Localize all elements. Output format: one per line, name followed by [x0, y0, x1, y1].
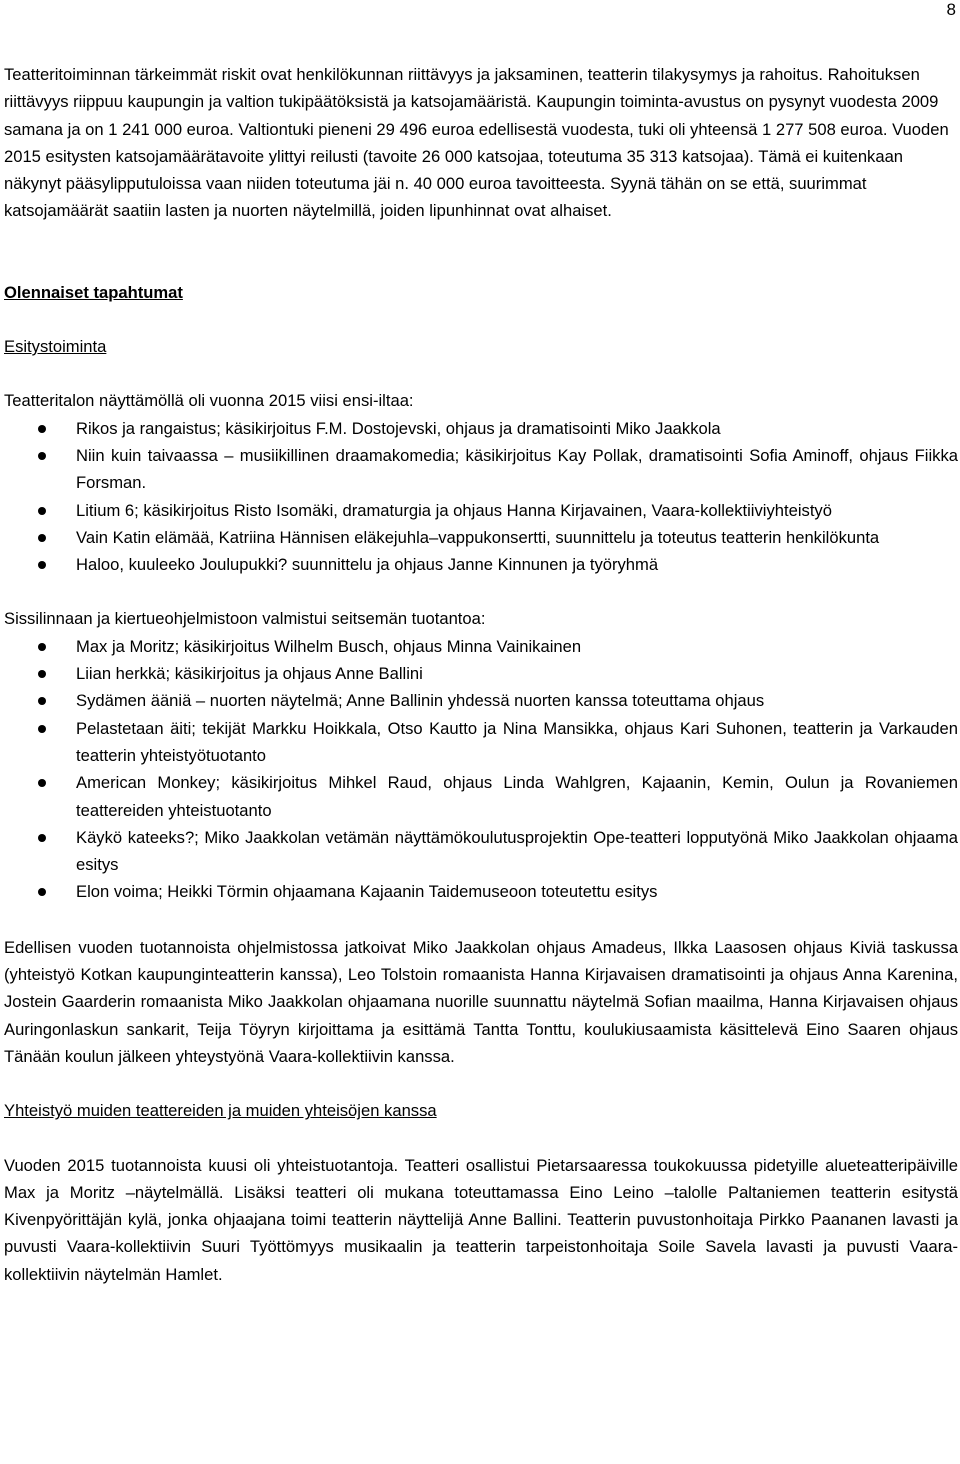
bullet-icon [38, 670, 46, 678]
bullet-icon [38, 643, 46, 651]
list-item: Max ja Moritz; käsikirjoitus Wilhelm Busch, ohjaus Minna Vainikainen [4, 633, 958, 660]
page-number: 8 [946, 0, 956, 19]
bullet-icon [38, 888, 46, 896]
list-item: Sydämen ääniä – nuorten näytelmä; Anne Ballinin yhdessä nuorten kanssa toteuttama ohjaus [4, 687, 958, 714]
list-item: American Monkey; käsikirjoitus Mihkel Raud, ohjaus Linda Wahlgren, Kajaanin, Kemin, Oulun ja Rovaniemen teattereiden yhteistuotanto [4, 769, 958, 824]
list-item: Käykö kateeks?; Miko Jaakkolan vetämän näyttämökoulutusprojektin Ope-teatteri lopputyönä Miko Jaakkolan ohjaama esitys [4, 824, 958, 879]
premieres-list [4, 415, 958, 579]
intro-paragraph: Teatteritoiminnan tärkeimmät riskit ovat henkilökunnan riittävyys ja jaksaminen, teatterin tilakysymys ja rahoitus. Rahoituksen riittävyys riippuu kaupungin ja valtion tukipäätöksistä ja katsojamääristä. Kaupungin toiminta-avustus on pysynyt vuodesta 2009 samana ja on 1 241 000 euroa. Valtiontuki pieneni 29 496 euroa edellisestä vuodesta, tuki oli yhteensä 1 277 508 euroa. Vuoden 2015 esitysten katsojamäärätavoite ylittyi reilusti (tavoite 26 000 katsojaa, toteutuma 35 313 katsojaa). Tämä ei kuitenkaan näkynyt pääsylipputuloissa vaan niiden toteutuma jäi n. 40 000 euroa tavoitteesta. Syynä tähän on se että, suurimmat katsojamäärät saatiin lasten ja nuorten näytelmillä, joiden lipunhinnat ovat alhaiset. [4, 65, 949, 221]
bullet-icon [38, 779, 46, 787]
list-item: Pelastetaan äiti; tekijät Markku Hoikkala, Otso Kautto ja Nina Mansikka, ohjaus Kari Suhonen, teatterin ja Varkauden teatterin yhteistyötuotanto [4, 715, 958, 770]
section-heading-main: Olennaiset tapahtumat [4, 282, 183, 302]
section-heading-performances: Esitystoiminta [4, 337, 107, 357]
cooperation-paragraph: Vuoden 2015 tuotannoista kuusi oli yhteistuotantoja. Teatteri osallistui Pietarsaaressa toukokuussa pidetyille alueteatteripäiville Max ja Moritz –näytelmällä. Lisäksi teatteri oli mukana toteuttamassa Eino Leino –talolle Paltaniemen teatterin esitystä Kivenpyörittäjän kylä, jonka ohjaajana toimi teatterin näyttelijä Anne Ballini. Teatterin puvustonhoitaja Pirkko Paananen lavasti ja puvusti Vaara-kollektiivin Suuri Työttömyys musikaalin ja teatterin tarpeistonhoitaja Soile Savela lavasti ja puvusti Vaara-kollektiivin näytelmän Hamlet. [4, 1155, 958, 1284]
bullet-icon [38, 425, 46, 433]
list-item: Vain Katin elämää, Katriina Hännisen eläkejuhla–vappukonsertti, suunnittelu ja toteutus teatterin henkilökunta [4, 524, 958, 551]
list-item: Rikos ja rangaistus; käsikirjoitus F.M. Dostojevski, ohjaus ja dramatisointi Miko Jaakkola [4, 415, 958, 442]
productions-list [4, 633, 958, 906]
bullet-icon [38, 561, 46, 569]
bullet-icon [38, 725, 46, 733]
document-body [4, 61, 958, 1288]
bullet-icon [38, 507, 46, 515]
section-heading-cooperation: Yhteistyö muiden teattereiden ja muiden yhteisöjen kanssa [4, 1101, 437, 1121]
premieres-intro: Teatteritalon näyttämöllä oli vuonna 2015 viisi ensi-iltaa: [4, 391, 414, 411]
list-item: Niin kuin taivaassa – musiikillinen draamakomedia; käsikirjoitus Kay Pollak, dramatisointi Sofia Aminoff, ohjaus Fiikka Forsman. [4, 442, 958, 497]
list-item: Haloo, kuuleeko Joulupukki? suunnittelu ja ohjaus Janne Kinnunen ja työryhmä [4, 551, 958, 578]
bullet-icon [38, 697, 46, 705]
list-item: Litium 6; käsikirjoitus Risto Isomäki, dramaturgia ja ohjaus Hanna Kirjavainen, Vaara-kollektiiviyhteistyö [4, 497, 958, 524]
bullet-icon [38, 452, 46, 460]
previous-productions-paragraph: Edellisen vuoden tuotannoista ohjelmistossa jatkoivat Miko Jaakkolan ohjaus Amadeus, Ilkka Laasosen ohjaus Kiviä taskussa (yhteistyö Kotkan kaupunginteatterin kanssa), Leo Tolstoin romaanista Hanna Kirjavaisen dramatisointi ja ohjaus Anna Karenina, Jostein Gaarderin romaanista Miko Jaakkolan ohjaamana nuorille suunnattu näytelmä Sofian maailma, Hanna Kirjavaisen ohjaus Auringonlaskun sankarit, Teija Töyryn kirjoittama ja esittämä Tantta Tonttu, koulukiusaamista käsittelevä Eino Saaren ohjaus Tänään koulun jälkeen yhteystyönä Vaara-kollektiivin kanssa. [4, 937, 958, 1066]
productions-intro: Sissilinnaan ja kiertueohjelmistoon valmistui seitsemän tuotantoa: [4, 609, 486, 629]
list-item: Elon voima; Heikki Törmin ohjaamana Kajaanin Taidemuseoon toteutettu esitys [4, 878, 958, 905]
bullet-icon [38, 834, 46, 842]
list-item: Liian herkkä; käsikirjoitus ja ohjaus Anne Ballini [4, 660, 958, 687]
bullet-icon [38, 534, 46, 542]
